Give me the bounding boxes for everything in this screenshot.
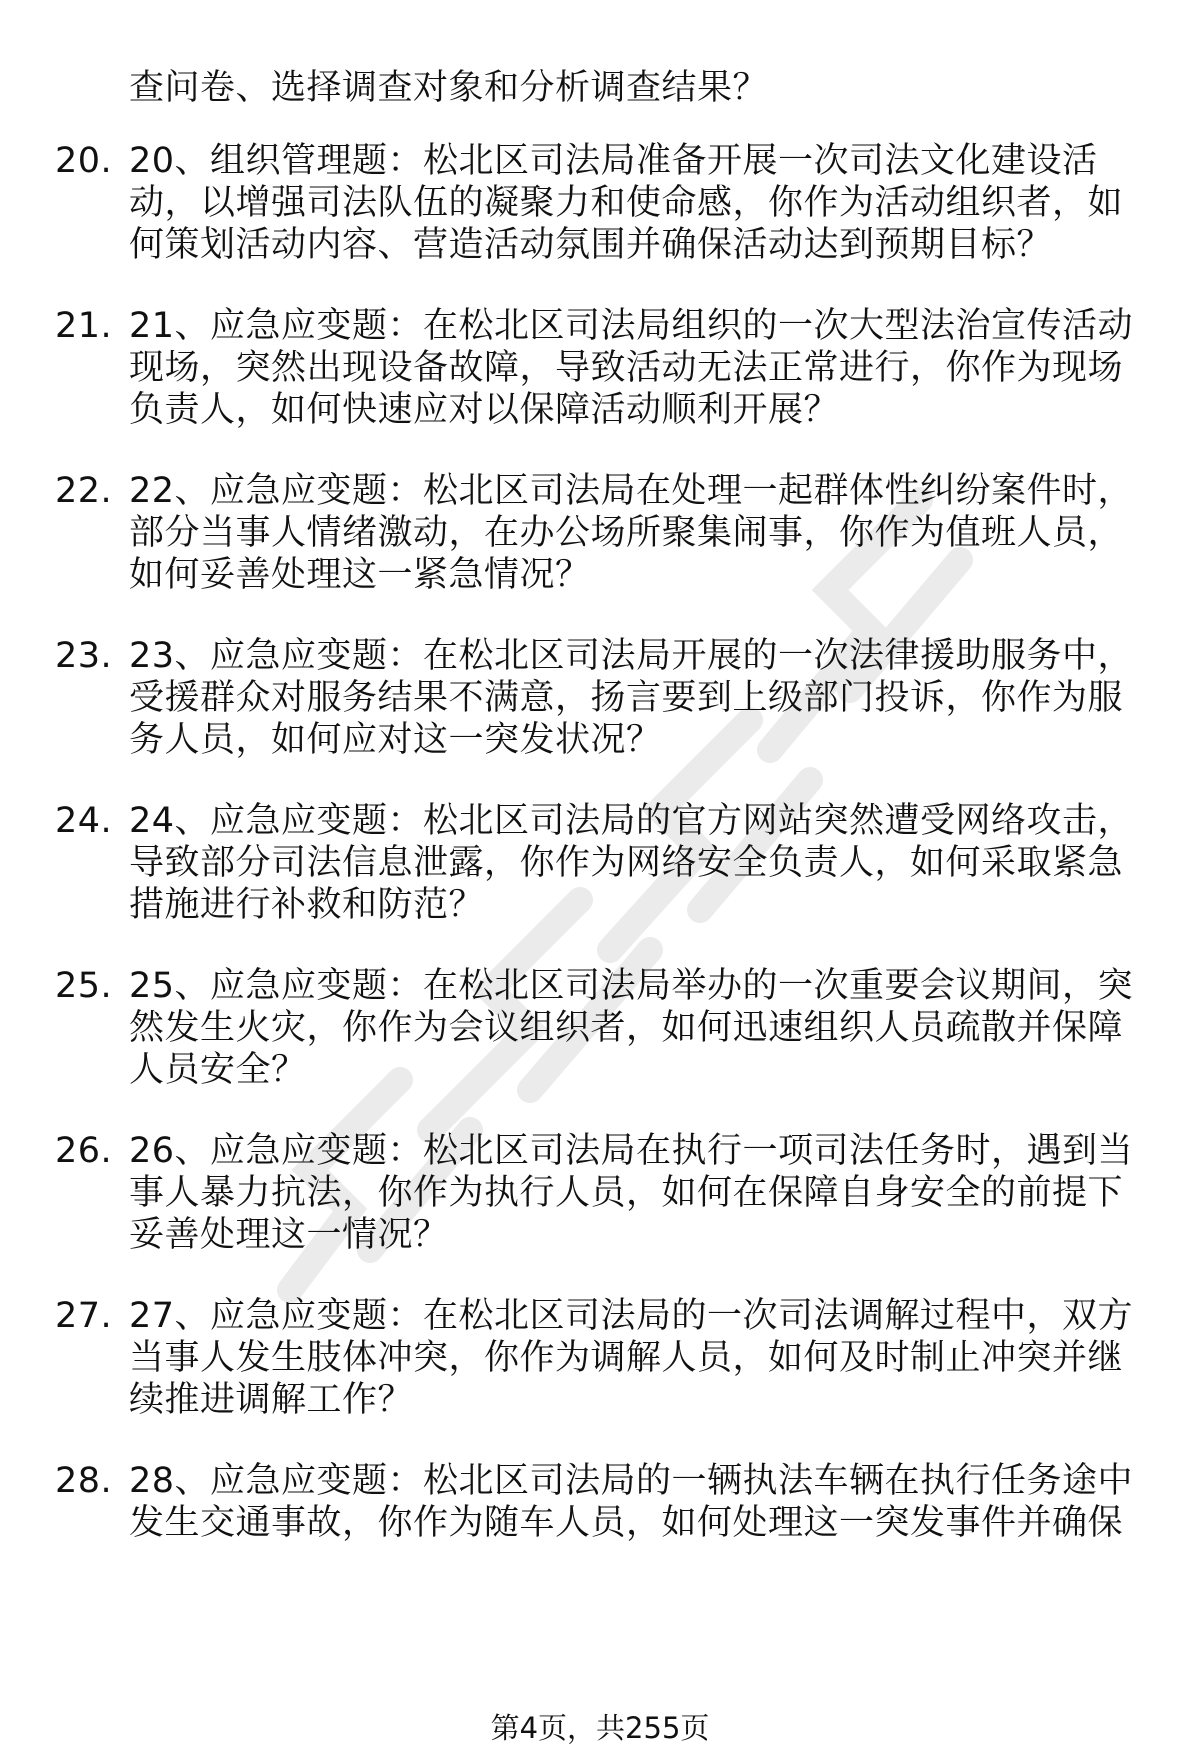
- question-text-line: 事人暴力抗法，你作为执行人员，如何在保障自身安全的前提下: [129, 1173, 1124, 1213]
- question-text-line: 动，以增强司法队伍的凝聚力和使命感，你作为活动组织者，如: [129, 183, 1124, 223]
- question-text-line: 27、应急应变题：在松北区司法局的一次司法调解过程中，双方: [129, 1296, 1134, 1336]
- question-text-line: 如何妥善处理这一紧急情况？: [129, 555, 591, 595]
- question-number: 25.: [55, 966, 113, 1006]
- question-text-line: 20、组织管理题：松北区司法局准备开展一次司法文化建设活: [129, 141, 1098, 181]
- question-text-line: 部分当事人情绪激动，在办公场所聚集闹事，你作为值班人员，: [129, 513, 1124, 553]
- question-text-line: 受援群众对服务结果不满意，扬言要到上级部门投诉，你作为服: [129, 678, 1124, 718]
- question-text-line: 发生交通事故，你作为随车人员，如何处理这一突发事件并确保: [129, 1503, 1124, 1543]
- question-text-line: 23、应急应变题：在松北区司法局开展的一次法律援助服务中，: [129, 636, 1134, 676]
- question-number: 20.: [55, 141, 113, 181]
- question-text-line: 续推进调解工作？: [129, 1380, 414, 1420]
- question-text-line: 人员安全？: [129, 1050, 307, 1090]
- question-text-line: 22、应急应变题：松北区司法局在处理一起群体性纠纷案件时，: [129, 471, 1134, 511]
- question-text-line: 导致部分司法信息泄露，你作为网络安全负责人，如何采取紧急: [129, 843, 1124, 883]
- question-text-line: 21、应急应变题：在松北区司法局组织的一次大型法治宣传活动: [129, 306, 1134, 346]
- question-text-line: 措施进行补救和防范？: [129, 885, 485, 925]
- continuation-text: 查问卷、选择调查对象和分析调查结果？: [129, 68, 769, 108]
- question-number: 26.: [55, 1131, 113, 1171]
- question-number: 21.: [55, 306, 113, 346]
- question-number: 28.: [55, 1461, 113, 1501]
- question-number: 23.: [55, 636, 113, 676]
- question-text-line: 当事人发生肢体冲突，你作为调解人员，如何及时制止冲突并继: [129, 1338, 1124, 1378]
- question-text-line: 25、应急应变题：在松北区司法局举办的一次重要会议期间，突: [129, 966, 1134, 1006]
- question-text-line: 26、应急应变题：松北区司法局在执行一项司法任务时，遇到当: [129, 1131, 1134, 1171]
- question-number: 27.: [55, 1296, 113, 1336]
- question-text-line: 24、应急应变题：松北区司法局的官方网站突然遭受网络攻击，: [129, 801, 1134, 841]
- question-text-line: 现场，突然出现设备故障，导致活动无法正常进行，你作为现场: [129, 348, 1124, 388]
- question-text-line: 然发生火灾，你作为会议组织者，如何迅速组织人员疏散并保障: [129, 1008, 1124, 1048]
- page-footer: 第4页，共255页: [490, 1711, 710, 1745]
- question-text-line: 何策划活动内容、营造活动氛围并确保活动达到预期目标？: [129, 225, 1053, 265]
- question-number: 24.: [55, 801, 113, 841]
- question-text-line: 负责人，如何快速应对以保障活动顺利开展？: [129, 390, 840, 430]
- question-text-line: 28、应急应变题：松北区司法局的一辆执法车辆在执行任务途中: [129, 1461, 1134, 1501]
- question-text-line: 妥善处理这一情况？: [129, 1215, 449, 1255]
- question-number: 22.: [55, 471, 113, 511]
- question-text-line: 务人员，如何应对这一突发状况？: [129, 720, 662, 760]
